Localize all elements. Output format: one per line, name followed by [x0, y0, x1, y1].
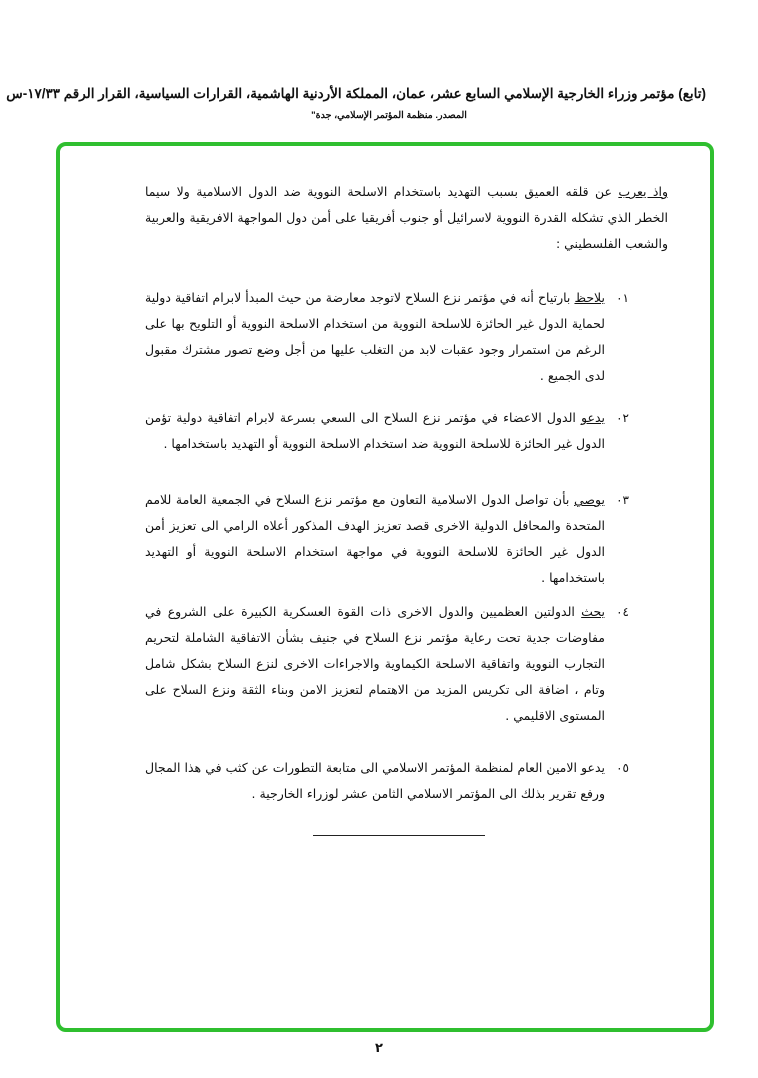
item-text: الدولتين العظميين والدول الاخرى ذات القوة العسكرية الكبيرة على الشروع في مفاوضات جدية تحت رعاية مؤتمر نزع السلاح في جنيف بشأن الاتفاقية الشاملة لتحريم التجارب النووية واتفاقية الاسلحة الكيماوية والاجراءات الاخرى لنزع السلاح بشكل شامل وتام ، اضافة الى تكريس المزيد من الاهتمام لتعزيز الامن وبناء الثقة ونزع السلاح على المستوى الاقليمي .: [145, 604, 605, 723]
resolution-item-2: [145, 405, 629, 457]
item-number: ٠٤: [616, 605, 629, 619]
item-number: ٠٣: [616, 493, 629, 507]
resolution-item-4: [145, 599, 629, 729]
item-number: ٠٢: [616, 411, 629, 425]
resolution-item-5: [145, 755, 629, 807]
item-lead: يوصي: [574, 492, 605, 507]
document-source: المصدر. منظمة المؤتمر الإسلامي، جدة": [311, 110, 467, 121]
item-number: ٠١: [616, 291, 629, 305]
item-text: بأن تواصل الدول الاسلامية التعاون مع مؤتمر نزع السلاح في الجمعية العامة للامم المتحدة والمحافل الدولية الاخرى قصد تعزيز الهدف المذكور أعلاه الرامي الى تعزيز أمن الدول غير الحائزة للاسلحة النووية في مواجهة استخدام الاسلحة النووية أو التهديد باستخدامها .: [145, 492, 605, 585]
item-lead: يدعو: [581, 410, 605, 425]
intro-lead: واذ يعرب: [618, 184, 668, 199]
intro-text: عن قلقه العميق بسبب التهديد باستخدام الاسلحة النووية ضد الدول الاسلامية ولا سيما الخطر الذي تشكله القدرة النووية لاسرائيل أو جنوب أفريقيا على أمن دول المواجهة الافريقية والعربية والشعب الفلسطيني :: [145, 184, 668, 251]
resolution-item-1: [145, 285, 629, 389]
resolution-item-3: [145, 487, 629, 591]
intro-paragraph: [145, 179, 668, 257]
document-header-title: (تابع) مؤتمر وزراء الخارجية الإسلامي السابع عشر، عمان، المملكة الأردنية الهاشمية، القرارات السياسية، القرار الرقم ١٧/٣٣-س: [6, 86, 706, 101]
end-separator-line: [313, 835, 485, 836]
item-lead: يحث: [581, 604, 605, 619]
item-text: بارتياح أنه في مؤتمر نزع السلاح لاتوجد معارضة من حيث المبدأ لابرام اتفاقية دولية لحماية الدول غير الحائزة للاسلحة النووية من استخدام الاسلحة النووية أو التلويح بها على الرغم من استمرار وجود عقبات لابد من التغلب عليها من أجل وضع تصور مشترك مقبول لدى الجميع .: [145, 290, 605, 383]
item-lead: يلاحظ: [574, 290, 605, 305]
item-text: يدعو الامين العام لمنظمة المؤتمر الاسلامي الى متابعة التطورات عن كثب في هذا المجال ورفع تقرير بذلك الى المؤتمر الاسلامي الثامن عشر لوزراء الخارجية .: [145, 760, 605, 801]
item-text: الدول الاعضاء في مؤتمر نزع السلاح الى السعي بسرعة لابرام اتفاقية دولية تؤمن الدول غير الحائزة للاسلحة النووية ضد استخدام الاسلحة النووية أو التهديد باستخدامها .: [145, 410, 605, 451]
page-number: ٢: [375, 1041, 383, 1056]
item-number: ٠٥: [616, 761, 629, 775]
